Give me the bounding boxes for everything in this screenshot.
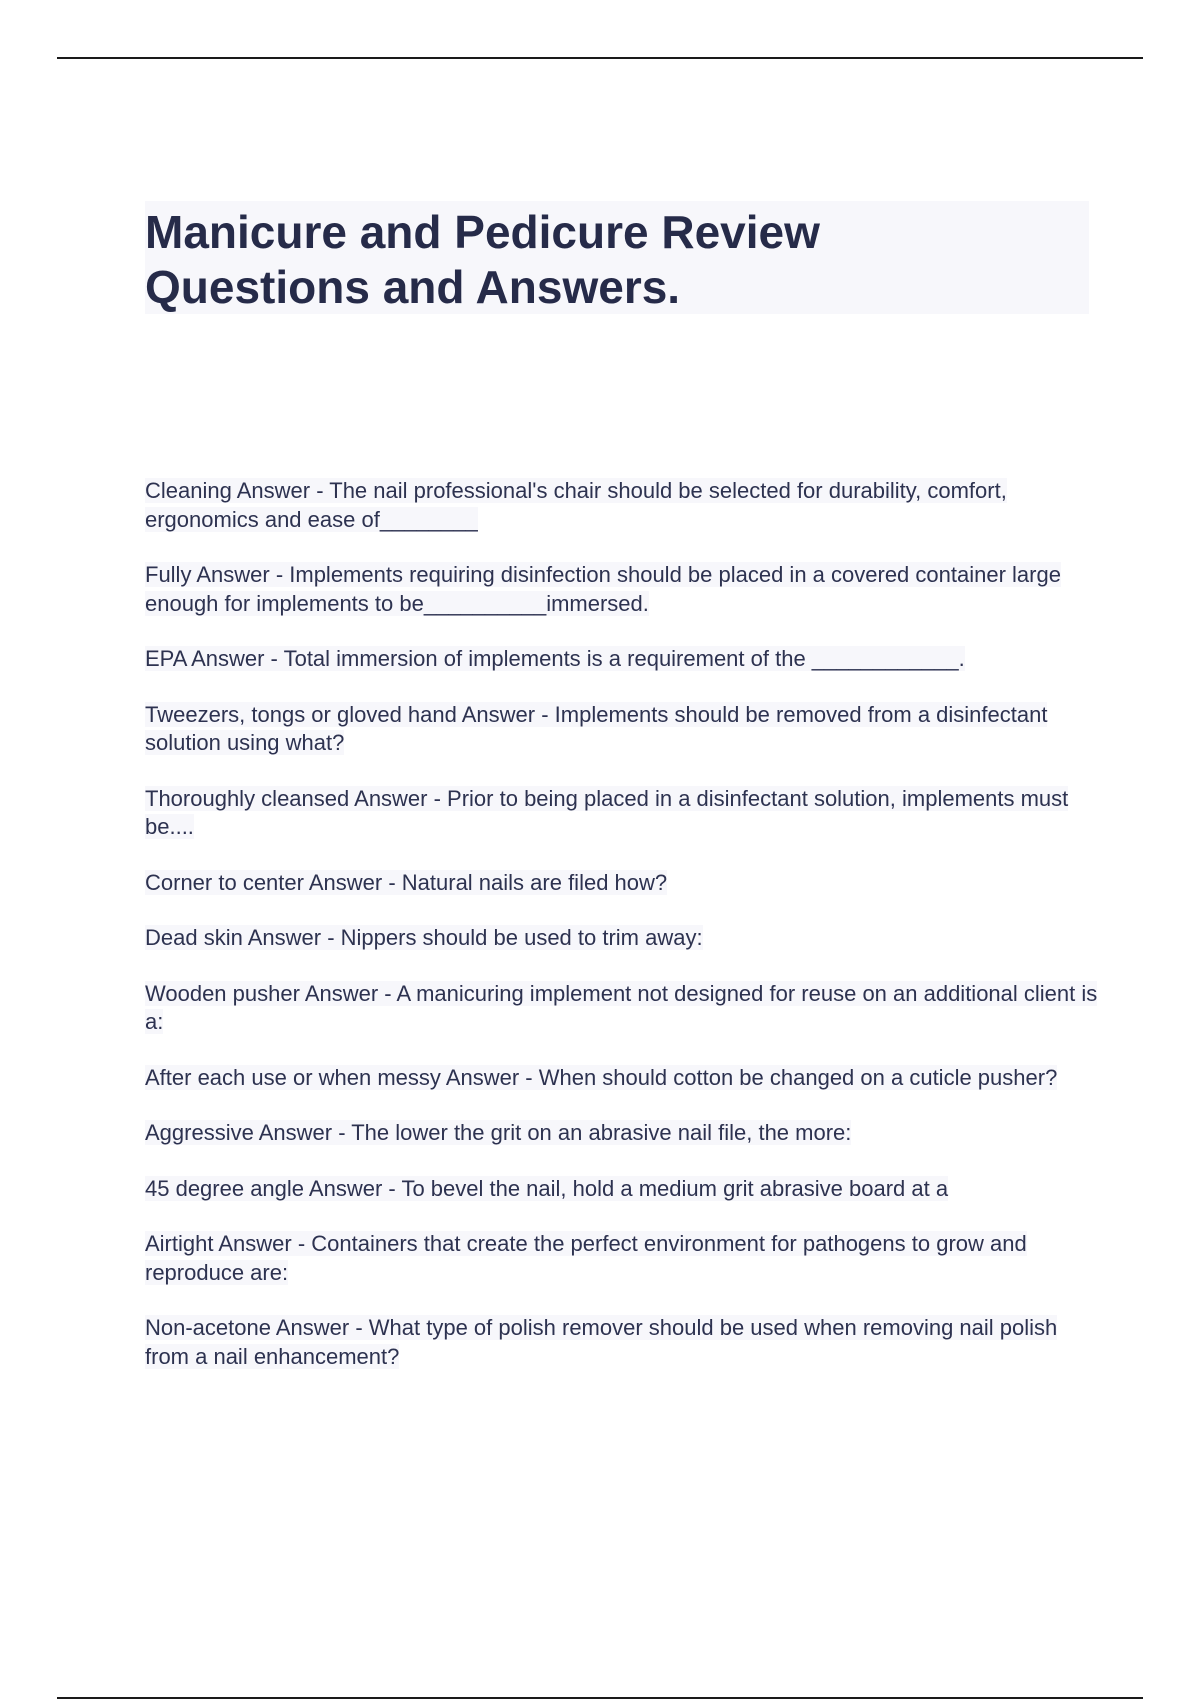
qa-item — [145, 924, 1105, 953]
qa-item — [145, 1175, 1105, 1204]
bottom-divider — [57, 1697, 1143, 1699]
qa-item — [145, 1064, 1105, 1093]
page-title: Manicure and Pedicure Review Questions and Answers. — [145, 206, 820, 313]
qa-item — [145, 645, 1105, 674]
qa-text: 45 degree angle Answer - To bevel the nail, hold a medium grit abrasive board at a — [145, 1175, 949, 1201]
qa-text: Fully Answer - Implements requiring disinfection should be placed in a covered container large enough for implements to be__________immersed. — [145, 562, 1061, 616]
title-block — [145, 201, 1089, 314]
qa-text: Tweezers, tongs or gloved hand Answer - Implements should be removed from a disinfectant solution using what? — [145, 701, 1048, 755]
qa-item — [145, 701, 1105, 758]
qa-item — [145, 1230, 1105, 1287]
qa-item — [145, 1119, 1105, 1148]
qa-text: After each use or when messy Answer - When should cotton be changed on a cuticle pusher? — [145, 1064, 1058, 1090]
qa-text: Aggressive Answer - The lower the grit on an abrasive nail file, the more: — [145, 1120, 852, 1145]
qa-text: Airtight Answer - Containers that create the perfect environment for pathogens to grow and reproduce are: — [145, 1231, 1027, 1285]
qa-text: Cleaning Answer - The nail professional's chair should be selected for durability, comfort, ergonomics and ease of________ — [145, 478, 1007, 532]
qa-text: EPA Answer - Total immersion of implements is a requirement of the ____________. — [145, 646, 965, 671]
qa-item — [145, 869, 1105, 898]
qa-item — [145, 561, 1105, 618]
qa-item — [145, 785, 1105, 842]
qa-text: Corner to center Answer - Natural nails are filed how? — [145, 869, 668, 895]
qa-item — [145, 1314, 1105, 1371]
qa-item — [145, 980, 1105, 1037]
qa-text: Dead skin Answer - Nippers should be used to trim away: — [145, 925, 703, 950]
qa-text: Wooden pusher Answer - A manicuring implement not designed for reuse on an additional client is a: — [145, 980, 1098, 1034]
qa-text: Non-acetone Answer - What type of polish remover should be used when removing nail polish from a nail enhancement? — [145, 1315, 1058, 1369]
qa-text: Thoroughly cleansed Answer - Prior to being placed in a disinfectant solution, implements must be.... — [145, 785, 1069, 839]
qa-list — [145, 477, 1105, 1398]
top-divider — [57, 57, 1143, 59]
qa-item — [145, 477, 1105, 534]
